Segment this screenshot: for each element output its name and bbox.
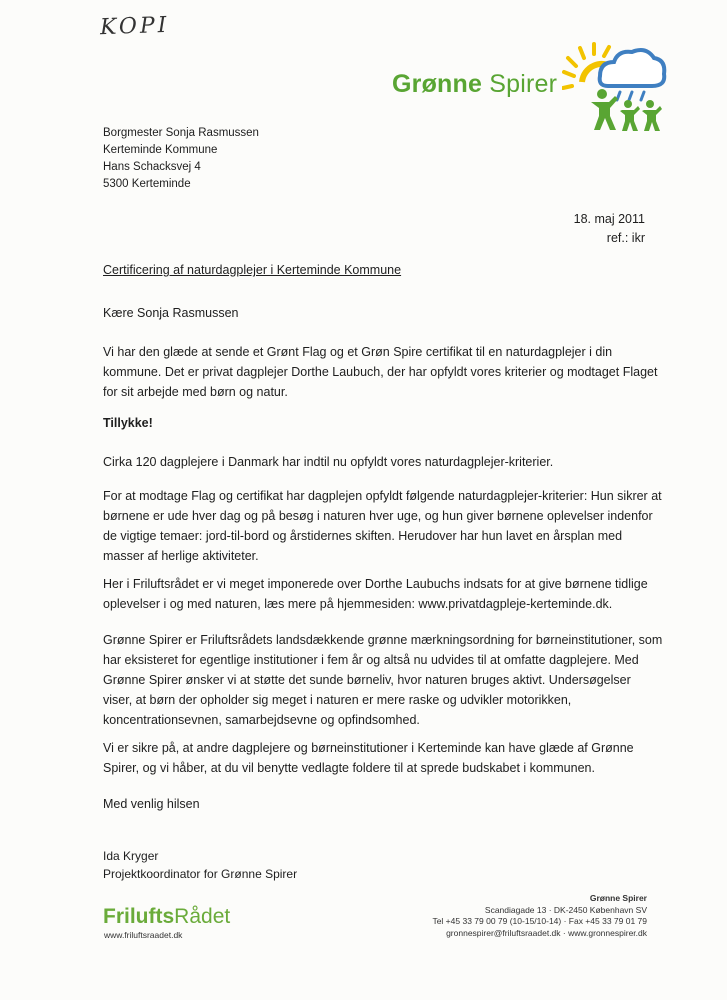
paragraph: For at modtage Flag og certifikat har dagplejen opfyldt følgende naturdagplejer-kriterier: Hun sikrer at børnene er ude hver dag og på besøg i naturen hver uge, og hun giver børnene oplevelser indenfor de vigtige temaer: jord-til-bord og årstidernes skiften. Herudover har hun lavet en årsplan med masser af herlige aktiviteter. <box>103 489 662 563</box>
recipient-line: Kerteminde Kommune <box>103 144 218 156</box>
fr-logo-part2: Rådet <box>174 905 231 928</box>
recipient-line: 5300 Kerteminde <box>103 178 191 190</box>
paragraph: Cirka 120 dagplejere i Danmark har indtil nu opfyldt vores naturdagplejer-kriterier. <box>103 455 554 469</box>
greeting: Kære Sonja Rasmussen <box>103 306 239 320</box>
signature-title: Projektkoordinator for Grønne Spirer <box>103 867 298 881</box>
logo-part1: Grønne <box>392 70 483 98</box>
friluftsraadet-logo <box>103 905 230 929</box>
footer-name: Grønne Spirer <box>589 893 647 903</box>
footer-phone: Tel +45 33 79 00 79 (10-15/10-14) · Fax +45 33 79 01 79 <box>432 916 647 926</box>
handwritten-note: KOPI <box>99 12 170 41</box>
closing: Med venlig hilsen <box>103 797 200 811</box>
reference: ref.: ikr <box>606 231 645 245</box>
friluftsraadet-url: www.friluftsraadet.dk <box>104 930 183 940</box>
gronne-spirer-logo-text <box>392 70 557 99</box>
paragraph: Grønne Spirer er Friluftsrådets landsdækkende grønne mærkningsordning for børneinstitutioner, som har eksisteret for egentlige institutioner i fem år og altså nu udvides til at omfatte dagplejere. Med Grønne Spirer ønsker vi at støtte det sunde børneliv, hvor naturen bruges aktivt. Undersøgelser viser, at børn der opholder sig meget i naturen er mere raske og udvikler motorikken, koncentrationsevnen, samarbejdsevne og opfindsomhed. <box>103 633 663 727</box>
recipient-address <box>103 125 259 193</box>
footer-address: Scandiagade 13 · DK-2450 København SV <box>484 904 647 915</box>
recipient-line: Hans Schacksvej 4 <box>103 161 201 173</box>
gronne-spirer-logo-icon <box>562 42 667 134</box>
date-block <box>574 210 645 248</box>
signature-name: Ida Kryger <box>103 849 159 863</box>
paragraph: Vi er sikre på, at andre dagplejere og børneinstitutioner i Kerteminde kan have glæde af Grønne Spirer, og vi håber, at du vil benytte vedlagte foldere til at sprede budskabet i kommunen. <box>103 741 634 775</box>
footer-contact <box>432 893 647 939</box>
paragraph: Her i Friluftsrådet er vi meget imponerede over Dorthe Laubuchs indsats for at give børnene tidlige oplevelser i og med naturen, læs mere på hjemmesiden: www.privatdagpleje-kerteminde.dk. <box>103 577 648 611</box>
recipient-line: Borgmester Sonja Rasmussen <box>103 127 259 139</box>
footer-email-web: gronnespirer@friluftsraadet.dk · www.gronnespirer.dk <box>446 927 647 938</box>
logo-part2: Spirer <box>489 70 558 98</box>
paragraph: Vi har den glæde at sende et Grønt Flag og et Grøn Spire certifikat til en naturdagplejer i din kommune. Det er privat dagplejer Dorthe Laubuch, der har opfyldt vores kriterier og modtaget Flaget for sit arbejde med børn og natur. <box>103 345 658 399</box>
letter-subject: Certificering af naturdagplejer i Kerteminde Kommune <box>103 263 402 277</box>
letter-date: 18. maj 2011 <box>573 212 645 226</box>
fr-logo-part1: Frilufts <box>103 905 175 928</box>
congratulations: Tillykke! <box>103 416 153 430</box>
